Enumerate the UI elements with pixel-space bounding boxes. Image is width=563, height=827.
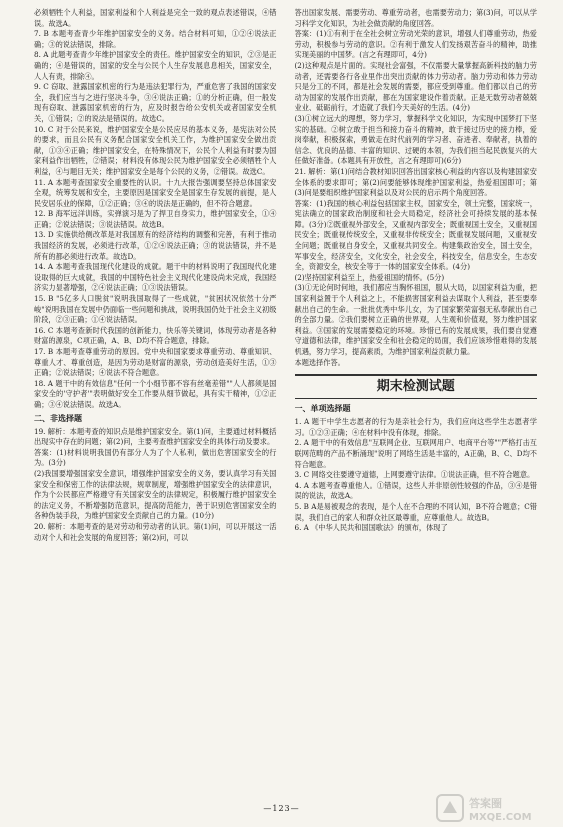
answer-paragraph: 19. 解析：本题考查的知识点是维护国家安全。第(1)问，主要通过材料概括出现实中存在的问题；第(2)问，主要考查维护国家安全的具体行动及要求。 bbox=[34, 426, 277, 447]
answer-paragraph: 答案：(1)我国的核心利益包括国家主权，国家安全，领土完整，国家统一，宪法确立的国家政治制度和社会大局稳定，经济社会可持续发展的基本保障。(3分)②既重视外部安全，又重视内部安全；既重视国土安全，又重视国民安全；既重视传统安全，又重视非传统安全；既重视发展问题，又重视安全问题；既重视自身安全，又重视共同安全。构建集政治安全，国土安全，军事安全，经济安全，文化安全，社会安全，科技安全，信息安全，生态安全，资源安全，核安全等于一体的国家安全体系。(4分) bbox=[294, 198, 537, 272]
answer-paragraph: 17. B 本题考查尊重劳动的原因。党中央和国家要求尊重劳动、尊重知识、尊重人才、尊重创造，是因为劳动是财富的源泉，劳动创造美好生活，①③正确；②说法错误；④说法不符合题意。 bbox=[34, 347, 277, 378]
answer-paragraph: 答案：(1)①有利于在全社会树立劳动光荣的意识，增强人们尊重劳动，热爱劳动，积极参与劳动的意识。②有利于激发人们发扬艰苦奋斗的精神，助推实现美丽的中国梦。(言之有理即可，4分) bbox=[294, 29, 537, 60]
svg-text:MXQE.COM: MXQE.COM bbox=[469, 812, 532, 823]
answer-paragraph: 答出国家发展、需要劳动、尊重劳动者，也需要劳动力；第(3)问，可以从学习科学文化知识，为社会做贡献的角度回答。 bbox=[294, 8, 537, 28]
answer-paragraph: 9. C 窃取、泄露国家机密的行为是违法犯罪行为，严重危害了我国的国家安全，我们应当与之进行坚决斗争，③④说法正确；①的分析正确，但一般发现有窃取、泄露国家机密的行为，应及时报告给公安机关或者国家安全机关，①错误；②的说法是错误的。故选C。 bbox=[34, 82, 277, 123]
left-column bbox=[34, 8, 277, 796]
answer-paragraph: (2)我国要增强国家安全意识，增强维护国家安全的义务，要认真学习有关国家安全和保密工作的法律法规，规章制度，增强维护国家安全的法律意识，作为个公民都应严格遵守有关国家安全的法律规定，积极履行维护国家安全的法定义务，不断增强防范意识，提高防范能力，善于识别危害国家安全的各种伪装手段，为维护国家安全贡献自己的力量。(10分) bbox=[34, 468, 277, 521]
exam-section-title: 期末检测试题 bbox=[295, 374, 538, 399]
answer-paragraph: 7. B 本题考查青少年维护国家安全的义务。结合材料可知，①②④说法正确；③的说法错误，排除。 bbox=[34, 29, 277, 49]
answer-paragraph: 1. A 题干中学生志愿者的行为是亲社会行为，我们应向这些学生志愿者学习。①②③正确；④在材料中没有体现，排除。 bbox=[294, 417, 537, 437]
svg-text:答案圈: 答案圈 bbox=[469, 797, 502, 810]
answer-paragraph: 16. C 本题考查新时代我国的创新能力，快乐等关键词，体现劳动者是各种财富的源泉，C项正确，A、B、D均不符合题意，排除。 bbox=[34, 325, 277, 346]
answer-paragraph: 21. 解析：第(1)问结合教材知识回答出国家核心利益的内容以及构建国家安全体系的要求即可；第(2)问要能够体现维护国家利益，热爱祖国即可；第(3)问是要组织维护国家利益以及对公民的启示两个角度回答。 bbox=[294, 166, 537, 198]
answer-paragraph: 本题选择作答。 bbox=[294, 357, 345, 367]
answer-paragraph: 10. C 对于公民来说，维护国家安全是公民应尽的基本义务，是宪法对公民的要求，而且公民有义务配合国家安全机关工作，为维护国家安全做出贡献，①③④正确；维护国家安全，在特殊情况下，公民个人利益有时要为国家利益作出牺牲，②错误；材料没有体现公民为维护国家安全必须牺牲个人利益，④与题目无关；维护国家安全是每个公民的义务，②错误。故选C。 bbox=[34, 124, 277, 176]
answer-paragraph: 2. A 题干中的有效信息"互联网企业、互联网用户、电商平台等""严格打击互联网范畴的产品不断涌现"说明了网络生活是丰富的，A正确，B、C、D均不符合题意。 bbox=[294, 438, 537, 469]
answer-paragraph: 14. A 本题考查我国现代化建设的成就。题干中的材料说明了我国现代化建设取得的巨大成就，我国的中国特色社会主义现代化建设尚未完成，我国经济实力显著增强，②④说法正确；①③说法错误。 bbox=[34, 262, 277, 293]
answer-paragraph: 答案：(1)材料说明我国仍有部分人为了个人私利，做出危害国家安全的行为。(3分) bbox=[34, 447, 277, 468]
answer-paragraph: 15. B "5亿多人口脱贫"说明我国取得了一些成就，"贫困状况依然十分严峻"说明我国在发展中仍面临一些问题和挑战，说明我国仍处于社会主义初级阶段，②③正确；①④说法错误。 bbox=[34, 294, 277, 325]
answer-paragraph: 18. A 题干中的有效信息"任何一个小细节都不容有丝毫差错""人人都须是国家安全的'守护者'"表明做好安全工作要从细节做起，具有实干精神，①②正确；③④说法错误。故选A。 bbox=[34, 378, 277, 409]
answer-paragraph: 13. D 实施供给侧改革是对我国原有的经济结构的调整和完善，有利于推动我国经济的发展，必须进行改革，①②④说法正确；③的说法错误，并不是所有的都必须进行改革。故选D。 bbox=[34, 230, 277, 261]
answer-paragraph: 5. B A是易被观念的表现，是个人在不合理的不同认知，B不符合题意；C错误，我们自己的家人和群众社区最尊重，应尊重他人。故选B。 bbox=[294, 501, 537, 522]
right-column bbox=[295, 8, 538, 796]
answer-paragraph: 12. B 海军远洋训练，实弹演习是为了捍卫自身实力，维护国家安全，①④正确；②说法错误；③说法错误。故选B。 bbox=[34, 209, 277, 229]
answer-paragraph: 6. A 《中华人民共和国国歌法》的颁布，体现了 bbox=[294, 523, 448, 533]
watermark-logo-icon bbox=[435, 791, 555, 825]
answer-paragraph: (3)①树立远大的理想，努力学习，掌握科学文化知识，为实现中国梦打下坚实的基础。②树立敢于担当和接力奋斗的精神，敢于接过历史的接力棒，爱岗奉献，积极探索，勇做走在时代前列的学习者、奋进者、奉献者，执着的信念、优良的品德、丰富的知识、过硬的本领，为我们担当起民族复兴的大任做好准备。(本题具有开放性，言之有理即可)(6分) bbox=[294, 113, 537, 166]
section-heading: 一、单项选择题 bbox=[294, 404, 351, 414]
answer-paragraph: 8. A 此题考查青少年维护国家安全的责任。维护国家安全的知识，②③是正确的；④是错误的，国家的安全与公民个人生存发展息息相关，国家安全，人人有责，排除④。 bbox=[34, 50, 277, 81]
answer-paragraph: (2)坚持国家利益至上，热爱祖国的情怀。(5分) bbox=[294, 272, 445, 282]
answer-paragraph: (2)这种观点是片面的。实现社会富强，不仅需要大量掌握高新科技的脑力劳动者，还需要各行各业里作出突出贡献的体力劳动者。脑力劳动和体力劳动只是分工的不同，都是社会发展的需要，都应受到尊重。他们都以自己的劳动为国家的发展作出贡献，都在为国家建设作着贡献。正是无数劳动者兢兢业业、砥砺前行，才造就了我们今天美好的生活。(4分) bbox=[294, 60, 537, 113]
section-heading: 二、非选择题 bbox=[34, 413, 82, 423]
answer-paragraph: 3. C 网络交往要遵守道德，上网要遵守法律。①说法正确，但不符合题意。 bbox=[294, 470, 535, 480]
page-number: —123— bbox=[263, 804, 300, 813]
answer-paragraph: 必须牺牲个人利益，国家利益和个人利益是完全一致的观点表述错误，④错误。故选A。 bbox=[34, 8, 277, 28]
answer-paragraph: (3)①无论何时何地，我们都应当胸怀祖国，服从大局，以国家利益为重，把国家利益置于个人利益之上，不能损害国家利益去谋取个人利益，甚至要奉献出自己的生命。一批批优秀中华儿女，为了国家繁荣富强无私奉献出自己的全部力量。②我们要树立正确的世界观，人生观和价值观，努力维护国家利益。③国家的发展需要稳定的环境。珍惜已有的发展成果，我们要自觉遵守道德和法律，维护国家安全和社会稳定的局面，我们应该珍惜难得的发展机遇，努力学习，提高素质，为维护国家利益贡献力量。 bbox=[294, 283, 537, 356]
answer-paragraph: 4. A 本题考查尊重他人。①错误，这些人并非原创性较强的作品，③④是错误的说法，故选A。 bbox=[294, 480, 537, 501]
answer-paragraph: 11. A 本题考查国家安全重要性的认识。十九大报告强调要坚持总体国家安全观，统筹发展和安全，主要原因是国家安全是国家生存发展的前提，是人民安居乐业的保障，①②正确；③④的说法是正确的，但不符合题意。 bbox=[34, 177, 277, 208]
two-column-body bbox=[34, 8, 537, 796]
answer-paragraph: 20. 解析：本题考查的是对劳动和劳动者的认识。第(1)问，可以开展这一活动对个人和社会发展的角度回答；第(2)问，可以 bbox=[34, 521, 277, 542]
